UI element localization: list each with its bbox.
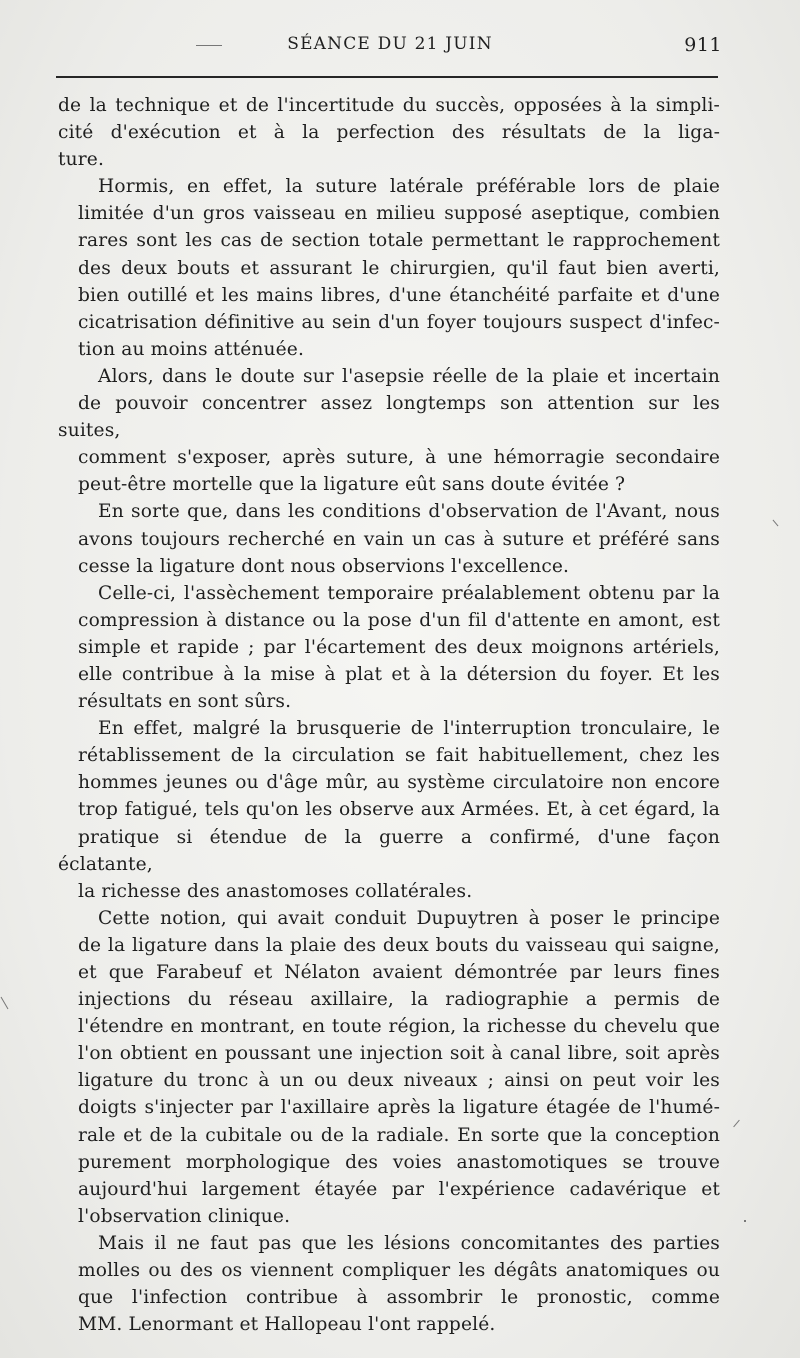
text-line: elle contribue à la mise à plat et à la détersion du foyer. Et les (78, 663, 720, 685)
text-line: Mais il ne faut pas que les lésions concomitantes des parties (98, 1232, 720, 1254)
text-line: simple et rapide ; par l'écartement des deux moignons artériels, (78, 636, 720, 658)
text-line: Alors, dans le doute sur l'asepsie réelle de la plaie et incertain (98, 365, 720, 387)
text-line: tion au moins atténuée. (78, 338, 305, 360)
text-line: molles ou des os viennent compliquer les dégâts anatomiques ou (78, 1260, 720, 1282)
text-line: l'observation clinique. (78, 1205, 291, 1227)
text-line: résultats en sont sûrs. (78, 691, 292, 713)
text-line: avons toujours recherché en vain un cas à suture et préféré sans (78, 528, 720, 550)
text-line: ligature du tronc à un ou deux niveaux ; ainsi on peut voir les (78, 1070, 720, 1092)
paragraph (58, 92, 720, 173)
header-title: SÉANCE DU 21 JUIN (287, 34, 493, 54)
text-line: purement morphologique des voies anastomotiques se trouve (78, 1151, 720, 1173)
text-line: cicatrisation définitive au sein d'un foyer toujours suspect d'infec- (78, 311, 720, 333)
text-line: rétablissement de la circulation se fait habituellement, chez les (78, 745, 720, 767)
paragraph (58, 173, 720, 363)
text-line: rale et de la cubitale ou de la radiale. En sorte que la conception (78, 1124, 720, 1146)
paragraph (58, 1230, 720, 1338)
text-line: limitée d'un gros vaisseau en milieu supposé aseptique, combien (78, 203, 720, 225)
text-line: Cette notion, qui avait conduit Dupuytren à poser le principe (98, 907, 720, 929)
body-text (58, 92, 720, 1338)
text-line: Hormis, en effet, la suture latérale préférable lors de plaie (98, 176, 720, 198)
text-line: pratique si étendue de la guerre a confirmé, d'une façon éclatante, (58, 826, 720, 875)
text-line: la richesse des anastomoses collatérales. (78, 880, 473, 902)
text-line: trop fatigué, tels qu'on les observe aux Armées. Et, à cet égard, la (78, 799, 720, 821)
text-line: ture. (58, 149, 104, 171)
text-line: cité d'exécution et à la perfection des résultats de la liga- (58, 122, 720, 144)
text-line: injections du réseau axillaire, la radiographie a permis de (78, 989, 720, 1011)
text-line: comment s'exposer, après suture, à une hémorragie secondaire (78, 447, 720, 469)
text-line: doigts s'injecter par l'axillaire après la ligature étagée de l'humé- (78, 1097, 720, 1119)
text-line: peut-être mortelle que la ligature eût sans doute évitée ? (78, 474, 626, 496)
text-line: compression à distance ou la pose d'un fil d'attente en amont, est (78, 609, 720, 631)
text-line: En sorte que, dans les conditions d'observation de l'Avant, nous (98, 501, 720, 523)
text-line: l'étendre en montrant, en toute région, la richesse du chevelu que (78, 1016, 720, 1038)
paragraph (58, 580, 720, 715)
text-line: de la ligature dans la plaie des deux bouts du vaisseau qui saigne, (78, 934, 720, 956)
header-rule (56, 76, 718, 78)
text-line: l'on obtient en poussant une injection soit à canal libre, soit après (78, 1043, 720, 1065)
margin-mark (744, 1220, 746, 1222)
margin-mark (733, 1120, 740, 1128)
text-line: aujourd'hui largement étayée par l'expérience cadavérique et (78, 1178, 720, 1200)
running-header (58, 34, 722, 58)
text-line: rares sont les cas de section totale permettant le rapprochement (78, 230, 720, 252)
paragraph (58, 498, 720, 579)
page-number: 911 (684, 34, 722, 56)
text-line: Celle-ci, l'assèchement temporaire préalablement obtenu par la (98, 582, 720, 604)
text-line: cesse la ligature dont nous observions l'excellence. (78, 555, 570, 577)
text-line: En effet, malgré la brusquerie de l'interruption tronculaire, le (98, 718, 720, 740)
text-line: des deux bouts et assurant le chirurgien, qu'il faut bien averti, (78, 257, 720, 279)
text-line: de pouvoir concentrer assez longtemps son attention sur les suites, (58, 393, 720, 442)
text-line: de la technique et de l'incertitude du succès, opposées à la simpli- (58, 95, 720, 116)
paragraph (58, 905, 720, 1230)
text-line: que l'infection contribue à assombrir le pronostic, comme (78, 1287, 720, 1309)
text-line: hommes jeunes ou d'âge mûr, au système circulatoire non encore (78, 772, 720, 794)
margin-mark (1, 997, 9, 1010)
text-line: et que Farabeuf et Nélaton avaient démontrée par leurs fines (78, 962, 720, 983)
text-line: MM. Lenormant et Hallopeau l'ont rappelé. (78, 1314, 496, 1336)
paragraph (58, 363, 720, 498)
paragraph (58, 715, 720, 905)
text-line: bien outillé et les mains libres, d'une étanchéité parfaite et d'une (78, 284, 720, 306)
margin-mark (773, 520, 779, 527)
